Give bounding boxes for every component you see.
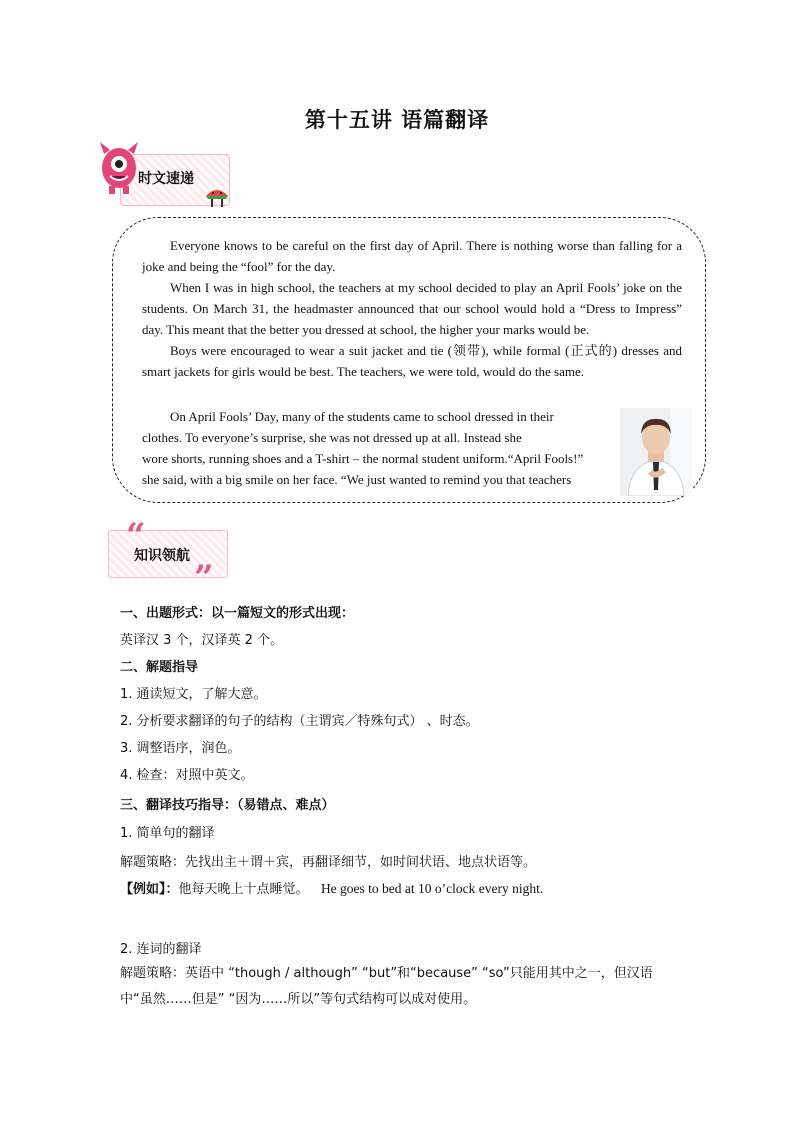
- pink-monster-icon: [96, 138, 142, 196]
- reading-paragraph-1: Everyone knows to be careful on the first day of April. There is nothing worse than falling for a joke and being the “fool” for the day.: [142, 238, 682, 274]
- reading-line: she said, with a big smile on her face. “We just wanted to remind you that teachers: [142, 472, 572, 487]
- sub-heading-simple-sentence: 1. 简单句的翻译: [120, 826, 215, 841]
- open-quote-icon: “: [126, 516, 146, 556]
- example-chinese: 他每天晚上十点睡觉。: [178, 882, 309, 897]
- boy-in-suit-image: [620, 408, 692, 496]
- close-quote-icon: ”: [194, 558, 214, 598]
- reading-paragraph-2: When I was in high school, the teachers at my school decided to play an April Fools’ joke on the students. On March 31, the headmaster announced that our school would hold a “Dress to Impress” day. This meant that the better you dressed at school, the higher your marks would be.: [142, 280, 682, 337]
- heading-solving-guide: 二、解题指导: [120, 660, 199, 675]
- reading-line: wore shorts, running shoes and a T-shirt – the normal student uniform.“April Fools!”: [142, 451, 584, 466]
- strategy-simple-sentence: 解题策略：先找出主＋谓＋宾，再翻译细节，如时间状语、地点状语等。: [120, 855, 537, 870]
- sub-heading-conjunctions: 2. 连词的翻译: [120, 942, 202, 957]
- heading-question-format: 一、出题形式：以一篇短文的形式出现：: [120, 606, 355, 621]
- example-label: 【例如】：: [120, 882, 179, 897]
- example-english: He goes to bed at 10 o’clock every night.: [320, 881, 544, 896]
- section-label-news: 时文速递: [138, 171, 194, 187]
- watermelon-mascot-icon: [204, 184, 230, 210]
- step-3: 3. 调整语序，润色。: [120, 741, 241, 756]
- step-1: 1. 通读短文，了解大意。: [120, 687, 267, 702]
- section-badge-knowledge: [108, 516, 230, 598]
- page-title: 第十五讲 语篇翻译: [304, 108, 490, 132]
- step-4: 4. 检查：对照中英文。: [120, 768, 254, 783]
- section-label-knowledge: 知识领航: [134, 548, 190, 564]
- reading-line: clothes. To everyone’s surprise, she was not dressed up at all. Instead she: [142, 430, 522, 445]
- reading-text: [142, 235, 682, 382]
- question-format-text: 英译汉 3 个，汉译英 2 个。: [120, 633, 284, 648]
- step-2: 2. 分析要求翻译的句子的结构（主谓宾／特殊句式） 、时态。: [120, 714, 479, 729]
- reading-paragraph-3: Boys were encouraged to wear a suit jacket and tie (领带), while formal (正式的) dresses and smart jackets for girls would be best. The teachers, we were told, would do the same.: [142, 343, 682, 379]
- example-line: [120, 878, 543, 897]
- reading-line: On April Fools’ Day, many of the students came to school dressed in their: [170, 409, 554, 424]
- section-badge-news: [100, 150, 230, 208]
- heading-techniques: 三、翻译技巧指导：（易错点、难点）: [120, 798, 335, 813]
- reading-paragraph-4: [142, 406, 620, 490]
- strategy-conjunctions: 解题策略：英语中 “though / although” “but”和“because” “so”只能用其中之一，但汉语中“虽然……但是” “因为……所以”等句式结构可以成对使用。: [120, 966, 653, 1007]
